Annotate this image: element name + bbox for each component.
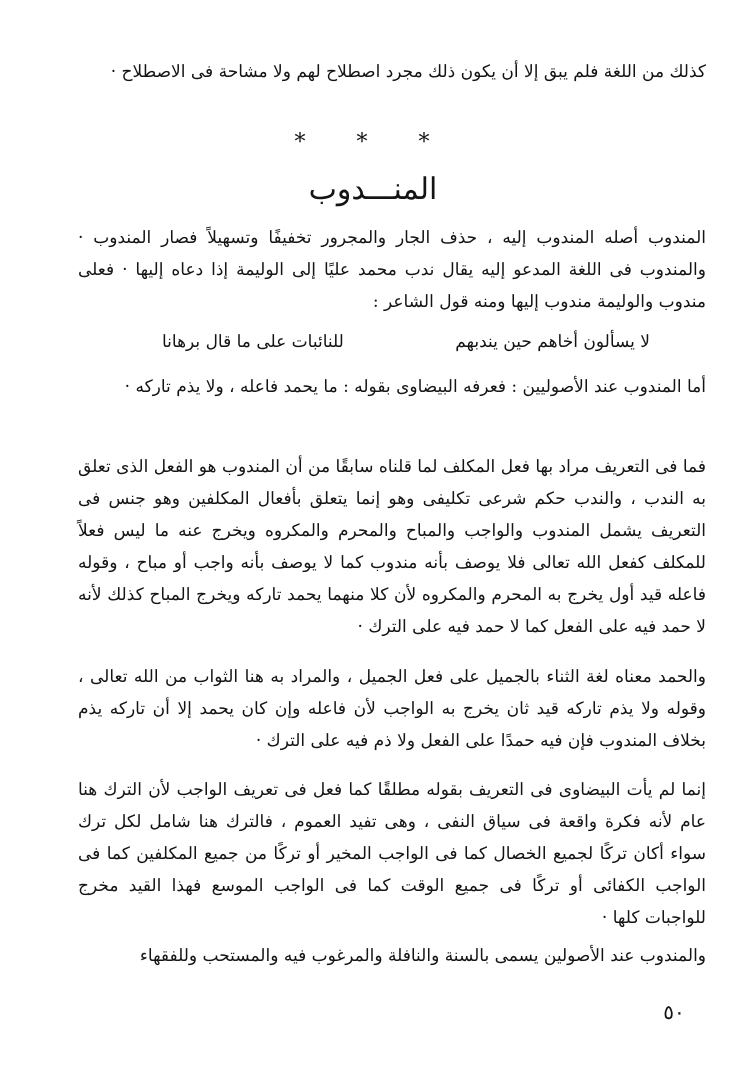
page-number: ٥٠ bbox=[663, 1000, 685, 1024]
section-separator: * * * bbox=[294, 130, 452, 155]
verse-second-hemistich: للنائبات على ما قال برهانا bbox=[162, 332, 344, 352]
paragraph-names: والمندوب عند الأصولين يسمى بالسنة والنافلة والمرغوب فيه والمستحب وللفقهاء bbox=[139, 946, 706, 966]
paragraph-baydawi: إنما لم يأت البيضاوى فى التعريف بقوله مطلقًا كما فعل فى تعريف الواجب لأن الترك هنا عام لأنه فكرة واقعة فى سياق النفى ، وهى تفيد العموم ، فالترك هنا شامل لكل ترك سواء أكان تركًا لجميع الخصال كما فى الواجب المخير أو تركًا من جميع المكلفين كما فى الواجب الكفائى أو تركًا فى جميع الوقت كما فى الواجب الموسع فهذا القيد مخرج للواجبات كلها · bbox=[78, 780, 706, 928]
section-title: المنـــدوب bbox=[308, 172, 438, 207]
paragraph-explanation: فما فى التعريف مراد بها فعل المكلف لما قلناه سابقًا من أن المندوب هو الفعل الذى تعلق به الندب ، والندب حكم شرعى تكليفى وهو إنما يتعلق بأفعال المكلفين وهو جنس فى التعريف يشمل المندوب والواجب والمباح والمحرم والمكروه ويخرج عنه ما ليس فعلاً للمكلف كفعل الله تعالى فلا يوصف بأنه مندوب كما لا يوصف بأنه واجب أو مباح ، وقوله فاعله قيد أول يخرج به المحرم والمكروه لأن كلا منهما يحمد تاركه ويخرج المباح كذلك لأنه لا حمد فيه على الفعل كما لا حمد فيه على الترك · bbox=[78, 457, 706, 637]
lead-paragraph: كذلك من اللغة فلم يبق إلا أن يكون ذلك مجرد اصطلاح لهم ولا مشاحة فى الاصطلاح · bbox=[110, 62, 706, 82]
verse-first-hemistich: لا يسألون أخاهم حين يندبهم bbox=[455, 332, 650, 352]
paragraph-praise: والحمد معناه لغة الثناء بالجميل على فعل الجميل ، والمراد به هنا الثواب من الله تعالى ، وقوله ولا يذم تاركه قيد ثان يخرج به الواجب لأن فاعله وإن كان يحمد إلا أن تاركه يذم بخلاف المندوب فإن فيه حمدًا على الفعل ولا ذم فيه على الترك · bbox=[78, 667, 706, 751]
paragraph-usuli-definition: أما المندوب عند الأصوليين : فعرفه البيضاوى بقوله : ما يحمد فاعله ، ولا يذم تاركه · bbox=[124, 377, 706, 397]
paragraph-definition: المندوب أصله المندوب إليه ، حذف الجار والمجرور تخفيفًا وتسهيلاً فصار المندوب · والمندوب فى اللغة المدعو إليه يقال ندب محمد عليًا إلى الوليمة إذا دعاه إليها · فعلى مندوب والوليمة مندوب إليها ومنه قول الشاعر : bbox=[78, 228, 706, 312]
